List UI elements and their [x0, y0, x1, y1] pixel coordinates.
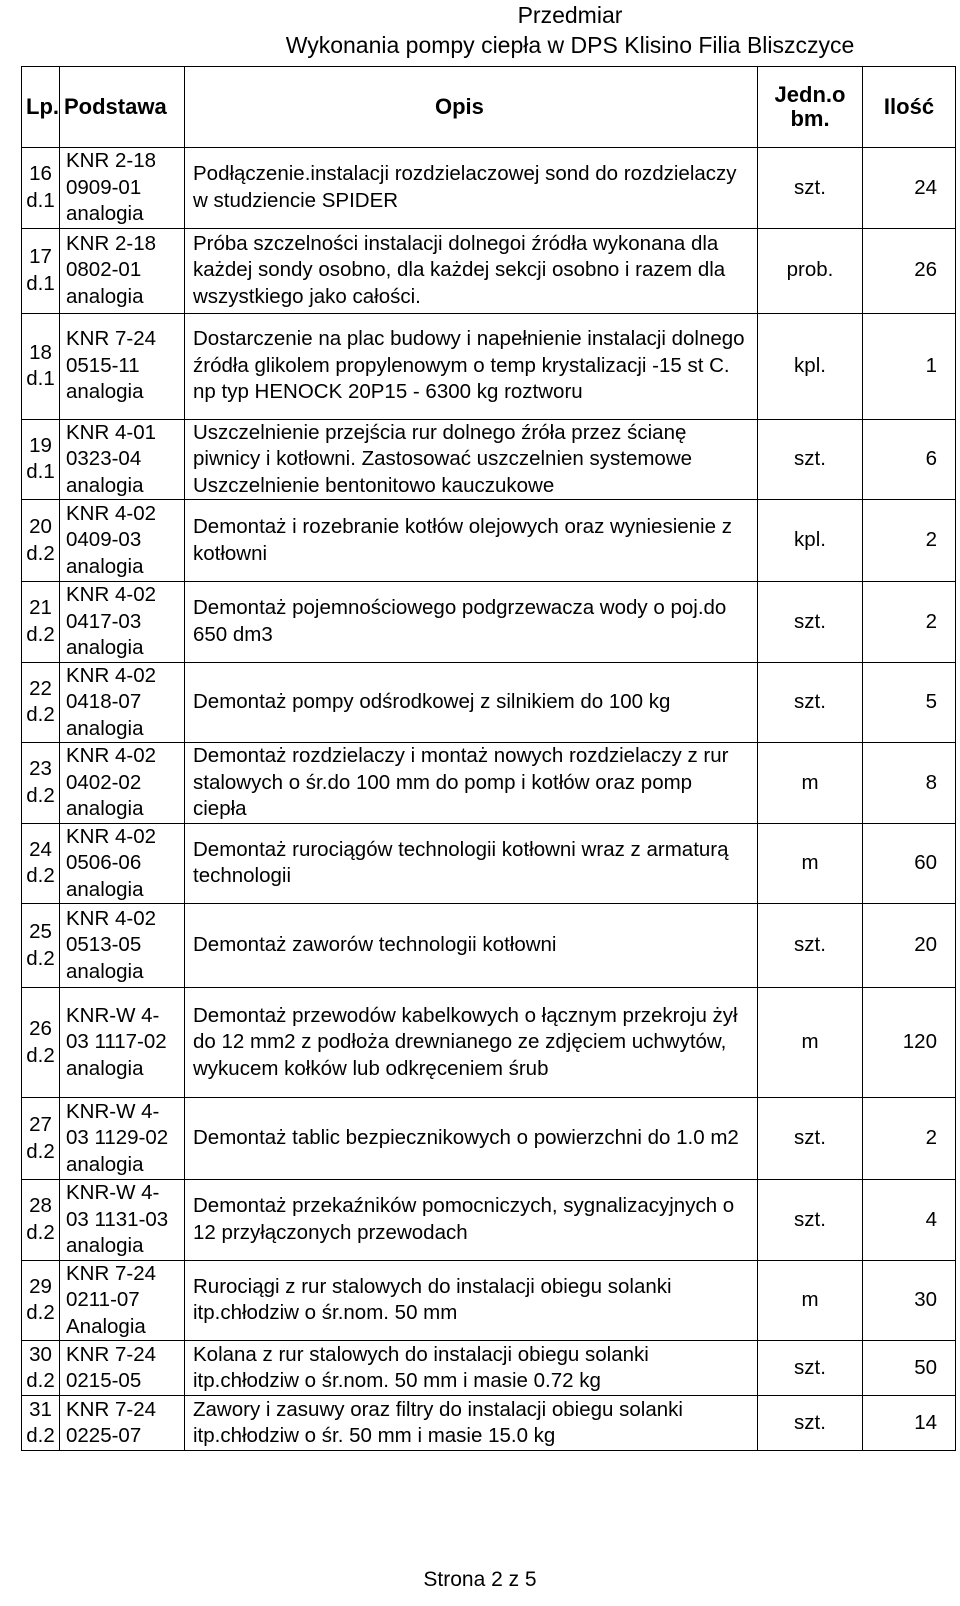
column-header-ilosc: Ilość: [863, 67, 956, 148]
cell-jedn: szt.: [758, 1396, 863, 1451]
table-row: [22, 1180, 956, 1261]
table-row: [22, 582, 956, 663]
cell-podstawa: KNR 4-02 0409-03 analogia: [60, 500, 185, 582]
cell-jedn: szt.: [758, 419, 863, 500]
cell-podstawa: KNR 4-02 0418-07 analogia: [60, 662, 185, 743]
column-header-jedn: Jedn.o bm.: [758, 67, 863, 148]
cell-lp: 23 d.2: [22, 743, 60, 824]
cell-podstawa: KNR 7-24 0225-07: [60, 1396, 185, 1451]
column-header-opis: Opis: [185, 67, 758, 148]
cell-ilosc: 120: [863, 988, 956, 1098]
cell-podstawa: KNR 4-02 0402-02 analogia: [60, 743, 185, 824]
cell-opis: Demontaż przekaźników pomocniczych, sygnalizacyjnych o 12 przyłączonych przewodach: [185, 1180, 758, 1261]
cell-podstawa: KNR 4-02 0417-03 analogia: [60, 582, 185, 663]
cell-lp: 31 d.2: [22, 1396, 60, 1451]
cell-lp: 19 d.1: [22, 419, 60, 500]
cell-podstawa: KNR-W 4- 03 1129-02 analogia: [60, 1098, 185, 1180]
cell-opis: Rurociągi z rur stalowych do instalacji obiegu solanki itp.chłodziw o śr.nom. 50 mm: [185, 1260, 758, 1341]
table-row: [22, 419, 956, 500]
cell-ilosc: 50: [863, 1341, 956, 1396]
cell-podstawa: KNR-W 4- 03 1131-03 analogia: [60, 1180, 185, 1261]
cell-lp: 22 d.2: [22, 662, 60, 743]
cell-jedn: szt.: [758, 1180, 863, 1261]
cell-opis: Demontaż pompy odśrodkowej z silnikiem do 100 kg: [185, 662, 758, 743]
cell-jedn: kpl.: [758, 313, 863, 419]
cell-lp: 20 d.2: [22, 500, 60, 582]
cell-opis: Demontaż tablic bezpiecznikowych o powierzchni do 1.0 m2: [185, 1098, 758, 1180]
cell-ilosc: 1: [863, 313, 956, 419]
cell-opis: Kolana z rur stalowych do instalacji obiegu solanki itp.chłodziw o śr.nom. 50 mm i masie 0.72 kg: [185, 1341, 758, 1396]
cell-podstawa: KNR 7-24 0211-07 Analogia: [60, 1260, 185, 1341]
document-title: Przedmiar: [517, 2, 623, 28]
document-subtitle: Wykonania pompy ciepła w DPS Klisino Filia Bliszczyce: [285, 32, 855, 58]
cell-jedn: szt.: [758, 1341, 863, 1396]
cell-ilosc: 14: [863, 1396, 956, 1451]
cell-ilosc: 2: [863, 582, 956, 663]
cell-lp: 30 d.2: [22, 1341, 60, 1396]
cell-lp: 21 d.2: [22, 582, 60, 663]
cell-ilosc: 4: [863, 1180, 956, 1261]
table-header-row: [22, 67, 956, 148]
cell-ilosc: 2: [863, 1098, 956, 1180]
cell-jedn: kpl.: [758, 500, 863, 582]
cell-podstawa: KNR 2-18 0802-01 analogia: [60, 228, 185, 313]
cell-jedn: m: [758, 988, 863, 1098]
cell-opis: Podłączenie.instalacji rozdzielaczowej sond do rozdzielaczy w studziencie SPIDER: [185, 148, 758, 229]
cell-lp: 25 d.2: [22, 904, 60, 988]
cell-opis: Próba szczelności instalacji dolnegoi źródła wykonana dla każdej sondy osobno, dla każdej sekcji osobno i razem dla wszystkiego jako całości.: [185, 228, 758, 313]
cell-opis: Demontaż i rozebranie kotłów olejowych oraz wyniesienie z kotłowni: [185, 500, 758, 582]
cell-podstawa: KNR-W 4- 03 1117-02 analogia: [60, 988, 185, 1098]
table-row: [22, 1260, 956, 1341]
cell-opis: Demontaż rurociągów technologii kotłowni wraz z armaturą technologii: [185, 823, 758, 904]
cell-ilosc: 60: [863, 823, 956, 904]
cell-ilosc: 2: [863, 500, 956, 582]
cell-opis: Demontaż zaworów technologii kotłowni: [185, 904, 758, 988]
table-row: [22, 904, 956, 988]
table-row: [22, 743, 956, 824]
cell-ilosc: 8: [863, 743, 956, 824]
estimate-table: [21, 66, 956, 1451]
table-row: [22, 313, 956, 419]
cell-lp: 26 d.2: [22, 988, 60, 1098]
table-row: [22, 500, 956, 582]
cell-jedn: m: [758, 743, 863, 824]
cell-lp: 24 d.2: [22, 823, 60, 904]
cell-ilosc: 6: [863, 419, 956, 500]
table-row: [22, 148, 956, 229]
cell-ilosc: 26: [863, 228, 956, 313]
cell-jedn: szt.: [758, 582, 863, 663]
cell-jedn: m: [758, 1260, 863, 1341]
cell-jedn: szt.: [758, 1098, 863, 1180]
cell-ilosc: 5: [863, 662, 956, 743]
table-row: [22, 1098, 956, 1180]
table-row: [22, 823, 956, 904]
table-row: [22, 988, 956, 1098]
cell-jedn: szt.: [758, 662, 863, 743]
cell-ilosc: 30: [863, 1260, 956, 1341]
cell-opis: Uszczelnienie przejścia rur dolnego źróła przez ścianę piwnicy i kotłowni. Zastosować uszczelnien systemowe Uszczelnienie bentonitowo kauczukowe: [185, 419, 758, 500]
cell-opis: Demontaż przewodów kabelkowych o łącznym przekroju żył do 12 mm2 z podłoża drewnianego ze zdjęciem uchwytów, wykucem kołków lub odkręceniem śrub: [185, 988, 758, 1098]
cell-ilosc: 24: [863, 148, 956, 229]
cell-opis: Dostarczenie na plac budowy i napełnienie instalacji dolnego źródła glikolem propylenowym o temp krystalizacji -15 st C. np typ HENOCK 20P15 - 6300 kg roztworu: [185, 313, 758, 419]
cell-podstawa: KNR 7-24 0215-05: [60, 1341, 185, 1396]
cell-ilosc: 20: [863, 904, 956, 988]
cell-jedn: prob.: [758, 228, 863, 313]
cell-lp: 17 d.1: [22, 228, 60, 313]
cell-lp: 27 d.2: [22, 1098, 60, 1180]
cell-lp: 28 d.2: [22, 1180, 60, 1261]
table-row: [22, 1341, 956, 1396]
cell-podstawa: KNR 4-02 0506-06 analogia: [60, 823, 185, 904]
cell-opis: Demontaż pojemnościowego podgrzewacza wody o poj.do 650 dm3: [185, 582, 758, 663]
cell-lp: 29 d.2: [22, 1260, 60, 1341]
cell-opis: Zawory i zasuwy oraz filtry do instalacji obiegu solanki itp.chłodziw o śr. 50 mm i masie 15.0 kg: [185, 1396, 758, 1451]
table-row: [22, 662, 956, 743]
cell-jedn: m: [758, 823, 863, 904]
cell-lp: 18 d.1: [22, 313, 60, 419]
page-number: Strona 2 z 5: [423, 1568, 537, 1591]
cell-podstawa: KNR 4-01 0323-04 analogia: [60, 419, 185, 500]
cell-jedn: szt.: [758, 904, 863, 988]
table-body: [22, 148, 956, 1451]
cell-podstawa: KNR 7-24 0515-11 analogia: [60, 313, 185, 419]
cell-podstawa: KNR 4-02 0513-05 analogia: [60, 904, 185, 988]
column-header-lp: Lp.: [22, 67, 60, 148]
cell-opis: Demontaż rozdzielaczy i montaż nowych rozdzielaczy z rur stalowych o śr.do 100 mm do pomp i kotłów oraz pomp ciepła: [185, 743, 758, 824]
cell-jedn: szt.: [758, 148, 863, 229]
cell-podstawa: KNR 2-18 0909-01 analogia: [60, 148, 185, 229]
table-row: [22, 1396, 956, 1451]
cell-lp: 16 d.1: [22, 148, 60, 229]
table-row: [22, 228, 956, 313]
column-header-podstawa: Podstawa: [60, 67, 185, 148]
